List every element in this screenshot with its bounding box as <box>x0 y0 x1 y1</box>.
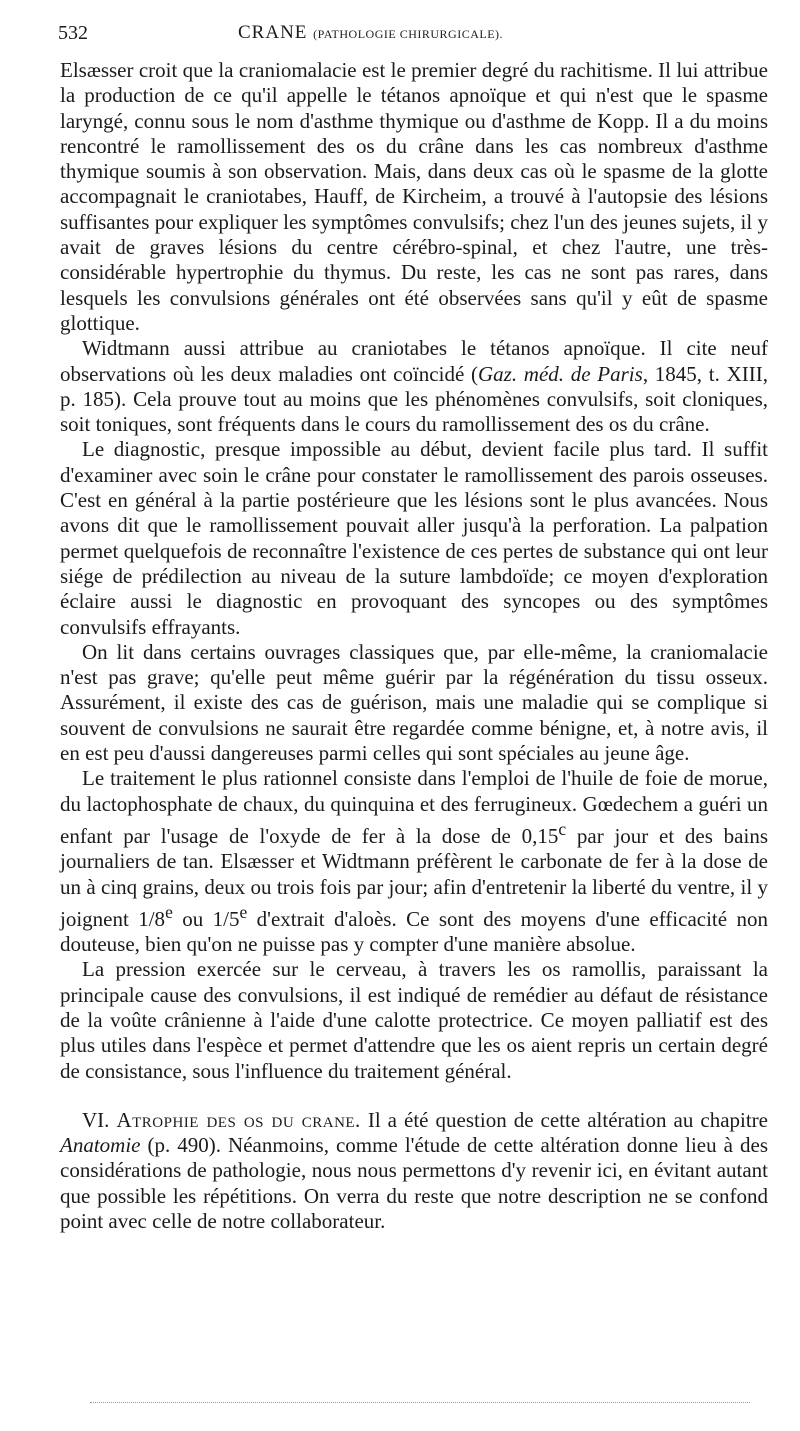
section-vi-atrophie <box>60 1108 768 1234</box>
running-title-subtitle: (PATHOLOGIE CHIRURGICALE). <box>313 27 504 41</box>
paragraph-diagnostic: Le diagnostic, presque impossible au début, devient facile plus tard. Il suffit d'examiner avec soin le crâne pour constater le ramollissement des parois osseuses. C'est en général à la partie postérieure que les lésions sont le plus avancées. Nous avons dit que le ramollissement pouvait aller jusqu'à la perforation. La palpation permet quelquefois de reconnaître l'existence de ces pertes de substance qui ont leur siége de prédilection au niveau de la suture lambdoïde; ce moyen d'exploration éclaire aussi le diagnostic en provoquant des syncopes ou des symptômes convulsifs effrayants. <box>60 437 768 639</box>
section-number: VI. <box>82 1107 110 1132</box>
section-heading: Atrophie des os du crane. <box>116 1107 361 1132</box>
page-number: 532 <box>58 22 88 44</box>
traitement-sup-centigramme: c <box>558 818 567 839</box>
paragraph-elsaesser: Elsæsser croit que la craniomalacie est le premier degré du rachitisme. Il lui attribue la production de ce qu'il appelle le tétanos apnoïque et qui n'est que le spasme laryngé, connu sous le nom d'asthme thymique ou d'asthme de Kopp. Il a du moins rencontré le ramollissement des os du crâne dans les cas nombreux d'asthme thymique soumis à son observation. Mais, dans deux cas où le spasme de la glotte accompagnait le craniotabes, Hauff, de Kircheim, a trouvé à l'autopsie des lésions suffisantes pour expliquer les symptômes convulsifs; chez l'un des jeunes sujets, il y avait de graves lésions du centre cérébro-spinal, et chez l'autre, une très-considérable hypertrophie du thymus. Du reste, les cas ne sont pas rares, dans lesquels les convulsions générales ont été observées sans qu'il y eût de spasme glottique. <box>60 58 768 335</box>
bottom-scan-artifact <box>90 1402 750 1407</box>
section-text-start: Il a été question de cette altération au chapitre <box>360 1107 769 1132</box>
paragraph-pression: La pression exercée sur le cerveau, à travers les os ramollis, paraissant la principale cause des convulsions, il est indiqué de remédier au défaut de résistance de la voûte crânienne à l'aide d'une calotte protectrice. Ce moyen palliatif est des plus utiles dans l'espèce et permet d'attendre que les os aient repris un certain degré de consistance, sous l'influence du traitement général. <box>60 957 768 1083</box>
running-title <box>238 22 503 44</box>
section-reference-anatomie: Anatomie <box>60 1133 141 1158</box>
traitement-text-start: Le traitement le plus rationnel consiste dans l'emploi de l'huile de foie de morue, du lactophosphate de chaux, du quinquina et des ferrugineux. Gœdechem a guéri un enfant par l'usage de l'oxyde de fer à la dose de 0,15 <box>60 766 768 848</box>
widtmann-text-end: , 1845, t. XIII, p. 185). Cela prouve tout au moins que les phénomènes convulsifs, soit cloniques, soit toniques, sont fréquents dans le cours du ramollissement des os du crâne. <box>60 361 768 437</box>
widtmann-text-start: Widtmann aussi attribue au craniotabes le tétanos apnoïque. Il cite neuf observations où les deux maladies ont coïncidé ( <box>60 336 768 386</box>
widtmann-citation: Gaz. méd. de Paris <box>477 361 643 386</box>
traitement-text-fraction: ou 1/5 <box>172 906 240 931</box>
section-text-end: (p. 490). Néanmoins, comme l'étude de cette altération donne lieu à des considérations de pathologie, nous nous permettons d'y revenir ici, en évitant autant que possible les répétitions. On verra du reste que notre description ne se confond point avec celle de notre collaborateur. <box>60 1133 768 1234</box>
running-title-main: CRANE <box>238 22 308 43</box>
paragraph-widtmann <box>60 336 768 437</box>
body-text <box>60 58 768 1234</box>
traitement-text-middle: par jour et des bains journaliers de tan. Elsæsser et Widtmann préfèrent le carbonate de fer à la dose de un à cinq grains, deux ou trois fois par jour; afin d'entretenir la liberté du ventre, il y joignent 1/8 <box>60 823 768 931</box>
traitement-sup-huitieme: e <box>165 901 173 922</box>
paragraph-traitement <box>60 766 768 957</box>
paragraph-pronostic: On lit dans certains ouvrages classiques que, par elle-même, la craniomalacie n'est pas grave; qu'elle peut même guérir par la régénération du tissu osseux. Assurément, il existe des cas de guérison, mais une maladie qui se complique si souvent de convulsions ne saurait être regardée comme bénigne, et, à notre avis, il en est peu d'aussi dangereuses parmi celles qui sont spéciales au jeune âge. <box>60 639 768 766</box>
traitement-sup-cinquieme: e <box>239 901 248 922</box>
page-header <box>58 22 758 52</box>
traitement-text-end: d'extrait d'aloès. Ce sont des moyens d'une efficacité non douteuse, bien qu'on ne puisse pas y compter d'une manière absolue. <box>60 906 768 957</box>
